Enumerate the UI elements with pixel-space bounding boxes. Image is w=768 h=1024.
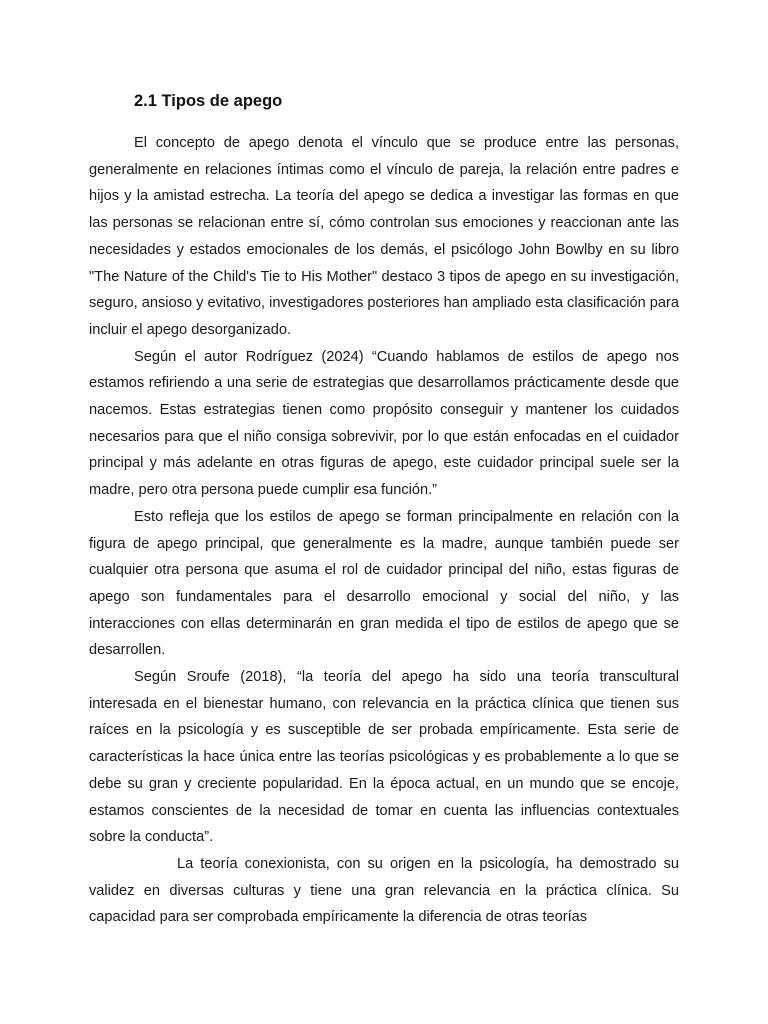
document-body: [89, 130, 679, 931]
paragraph-attachment-figure: Esto refleja que los estilos de apego se forman principalmente en relación con la figura de apego principal, que generalmente es la madre, aunque también puede ser cualquier otra persona que asuma el rol de cuidador principal del niño, estas figuras de apego son fundamentales para el desarrollo emocional y social del niño, y las interacciones con ellas determinarán en gran medida el tipo de estilos de apego que se desarrollen.: [89, 508, 679, 659]
paragraph-rodriguez-quote: Según el autor Rodríguez (2024) “Cuando hablamos de estilos de apego nos estamos refiriendo a una serie de estrategias que desarrollamos prácticamente desde que nacemos. Estas estrategias tienen como propósito conseguir y mantener los cuidados necesarios para que el niño consiga sobrevivir, por lo que están enfocadas en el cuidador principal y más adelante en otras figuras de apego, este cuidador principal suele ser la madre, pero otra persona puede cumplir esa función.”: [89, 348, 679, 499]
paragraph-apego-concept: El concepto de apego denota el vínculo que se produce entre las personas, generalmente en relaciones íntimas como el vínculo de pareja, la relación entre padres e hijos y la amistad estrecha. La teoría del apego se dedica a investigar las formas en que las personas se relacionan entre sí, cómo controlan sus emociones y reaccionan ante las necesidades y estados emocionales de los demás, el psicólogo John Bowlby en su libro "The Nature of the Child's Tie to His Mother" destaco 3 tipos de apego en su investigación, seguro, ansioso y evitativo, investigadores posteriores han ampliado esta clasificación para incluir el apego desorganizado.: [89, 135, 679, 338]
paragraph-sroufe-quote: Según Sroufe (2018), “la teoría del apego ha sido una teoría transcultural interesada en el bienestar humano, con relevancia en la práctica clínica que tienen sus raíces en la psicología y es susceptible de ser probada empíricamente. Esta serie de características la hace única entre las teorías psicológicas y es probablemente a lo que se debe su gran y creciente popularidad. En la época actual, en un mundo que se encoje, estamos conscientes de la necesidad de tomar en cuenta las influencias contextuales sobre la conducta”.: [89, 669, 679, 846]
paragraph-connectionist-theory: La teoría conexionista, con su origen en la psicología, ha demostrado su validez en diversas culturas y tiene una gran relevancia en la práctica clínica. Su capacidad para ser comprobada empíricamente la diferencia de otras teorías: [89, 855, 679, 926]
section-heading: 2.1 Tipos de apego: [134, 92, 283, 110]
